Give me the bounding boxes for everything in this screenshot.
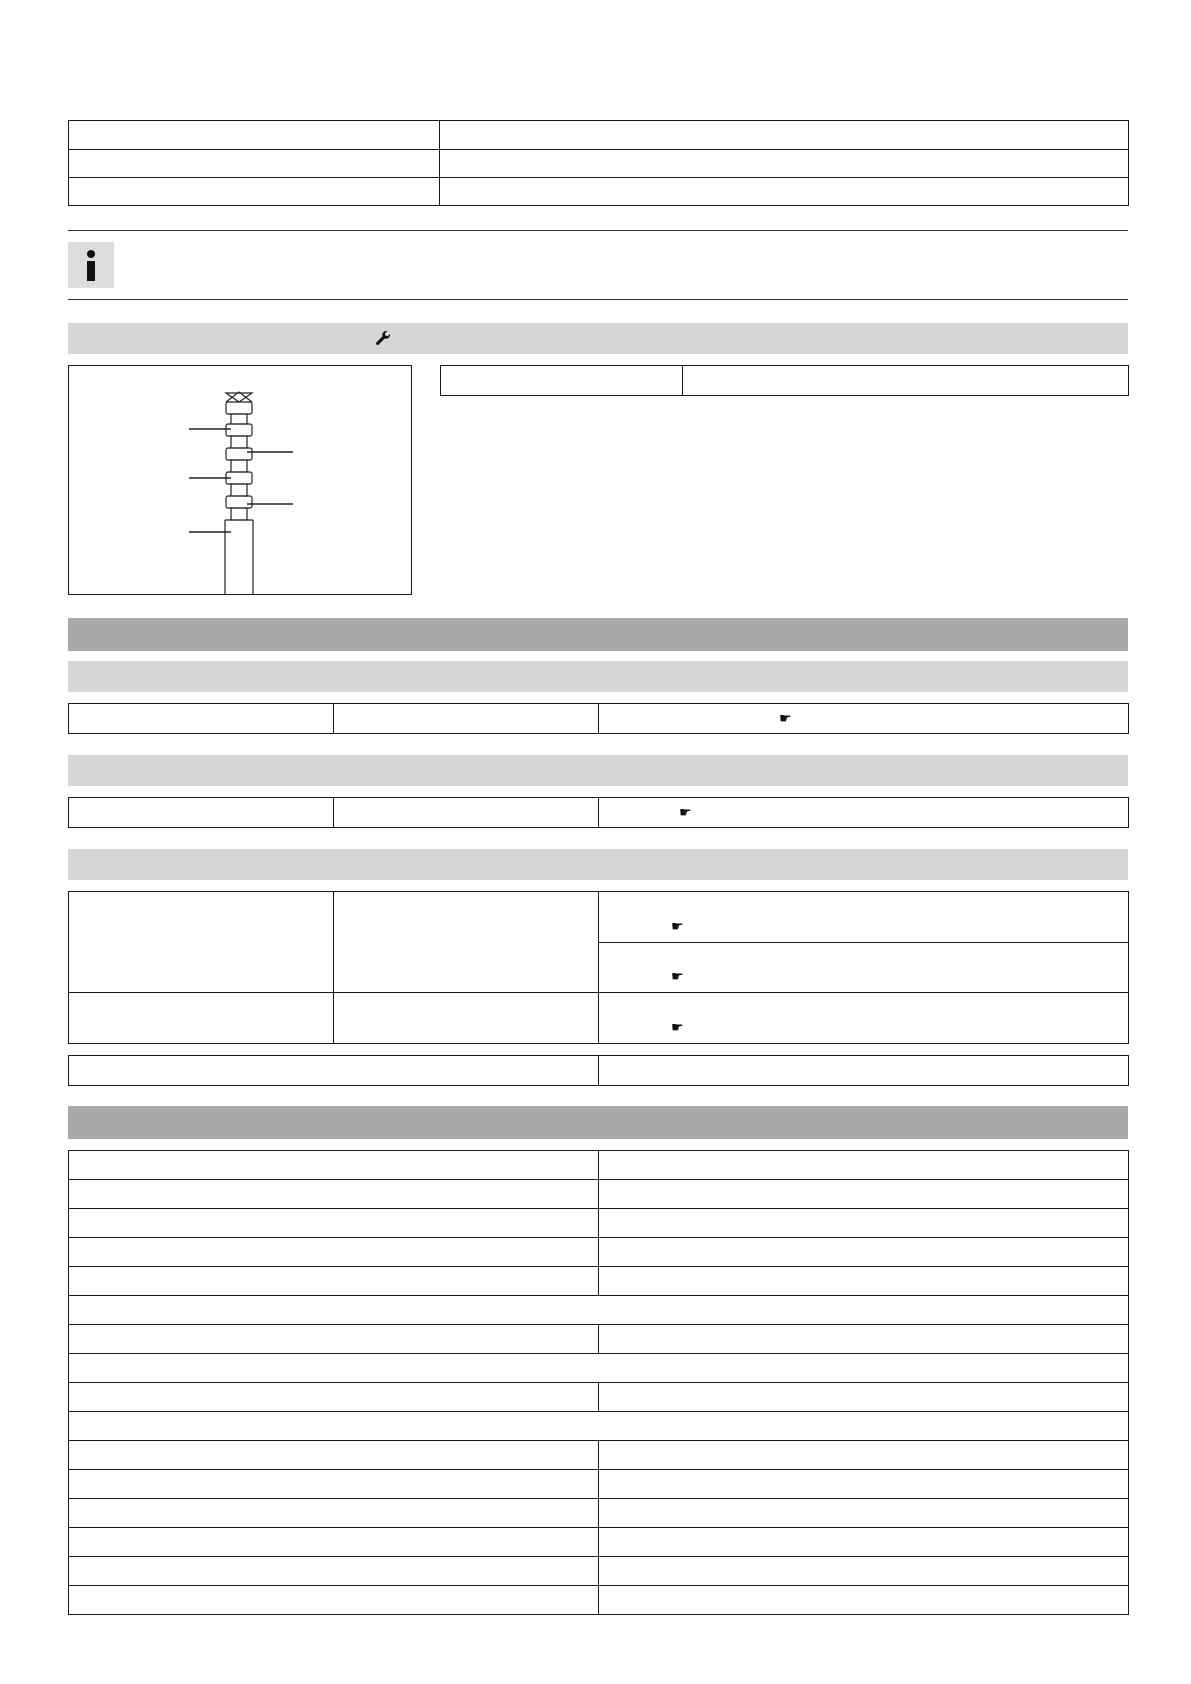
table-cell (69, 1056, 599, 1086)
table-cell (599, 1325, 1129, 1354)
section-header-dark-2 (68, 1106, 1128, 1139)
table-cell (440, 150, 1129, 178)
table-cell (599, 1528, 1129, 1557)
subsection-header-c (68, 849, 1128, 880)
table-cell (440, 121, 1129, 150)
table-cell (599, 1056, 1129, 1086)
table-cell (69, 1151, 599, 1180)
table-cell (69, 1238, 599, 1267)
table-cell (599, 1151, 1129, 1180)
bottom-table (68, 1150, 1129, 1615)
table-cell (599, 993, 1129, 1044)
table-cell (69, 150, 440, 178)
table-cell (69, 1441, 599, 1470)
stacked-parts-diagram (69, 366, 411, 594)
pointing-hand-icon: ☛ (671, 1018, 684, 1035)
pointing-hand-icon: ☛ (779, 710, 792, 726)
table-cell (69, 178, 440, 206)
table-cell (599, 1209, 1129, 1238)
table-cell (683, 366, 1129, 396)
table-cell (599, 1383, 1129, 1412)
table-cell (441, 366, 683, 396)
diagram-side-table (440, 365, 1129, 396)
table-cell (69, 1499, 599, 1528)
table-cell-full (69, 1412, 1129, 1441)
table-cell (599, 1586, 1129, 1615)
table-cell (440, 178, 1129, 206)
diagram-box (68, 365, 412, 595)
table-cell (69, 704, 334, 734)
subsection-header-a (68, 661, 1128, 692)
top-table (68, 120, 1129, 206)
table-cell (69, 798, 334, 828)
table-cell (69, 1180, 599, 1209)
table-cell (334, 892, 599, 993)
table-cell (599, 892, 1129, 943)
table-cell (599, 1557, 1129, 1586)
table-cell-full (69, 1296, 1129, 1325)
table-cell-full (69, 1354, 1129, 1383)
pointing-hand-icon: ☛ (671, 917, 684, 934)
table-cell (69, 1586, 599, 1615)
section-c-footer-table (68, 1055, 1129, 1086)
wrench-icon (374, 329, 392, 347)
table-cell (334, 798, 599, 828)
note-top-rule (68, 230, 1128, 231)
table-cell (599, 1180, 1129, 1209)
table-cell (599, 704, 1129, 734)
section-header-dark (68, 618, 1128, 651)
table-cell (599, 943, 1129, 993)
table-cell (69, 1267, 599, 1296)
subsection-header-b (68, 755, 1128, 786)
table-cell (69, 1470, 599, 1499)
table-cell (599, 1470, 1129, 1499)
table-cell (69, 1383, 599, 1412)
table-cell (599, 1267, 1129, 1296)
pointing-hand-icon: ☛ (671, 968, 684, 984)
table-cell (69, 892, 334, 993)
table-cell (599, 1441, 1129, 1470)
note-bottom-rule (68, 299, 1128, 300)
section-c-table (68, 891, 1129, 1044)
table-cell (69, 121, 440, 150)
table-cell (599, 1499, 1129, 1528)
section-a-table (68, 703, 1129, 734)
info-icon (68, 242, 114, 288)
table-cell (69, 1209, 599, 1238)
section-header-wrench (68, 323, 1128, 354)
table-cell (69, 993, 334, 1044)
table-cell (599, 798, 1129, 828)
table-cell (599, 1238, 1129, 1267)
table-cell (69, 1325, 599, 1354)
table-cell (69, 1557, 599, 1586)
table-cell (334, 993, 599, 1044)
pointing-hand-icon: ☛ (679, 804, 692, 820)
table-cell (69, 1528, 599, 1557)
section-b-table (68, 797, 1129, 828)
table-cell (334, 704, 599, 734)
